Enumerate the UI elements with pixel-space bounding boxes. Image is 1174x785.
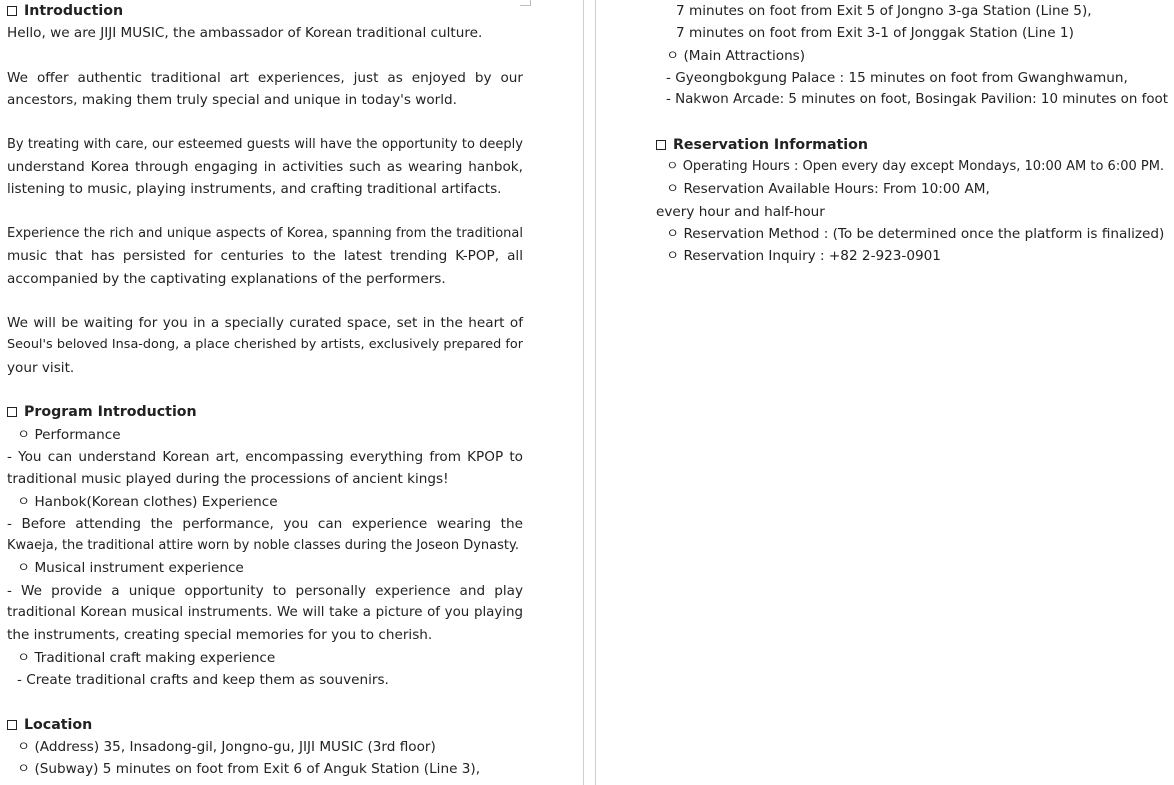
section-heading-program [7,401,523,423]
page-content-right[interactable] [656,0,1168,268]
reservation-available-cont: every hour and half-hour [656,203,825,220]
program-item: ㅇ Traditional craft making experience [17,649,276,666]
location-subway: 7 minutes on foot from Exit 3-1 of Jonggak Station (Line 1) [676,25,1074,42]
heading-text: Location [24,716,93,733]
program-item: ㅇ Hanbok(Korean clothes) Experience [17,493,278,510]
intro-paragraph-line: We will be waiting for you in a specially curated space, set in the heart of [7,315,523,332]
blank-line [7,111,523,133]
checkbox-square-icon [7,6,17,16]
reservation-hours: ㅇ Operating Hours : Open every day except Mondays, 10:00 AM to 6:00 PM. [666,159,1165,175]
blank-line [7,691,523,713]
program-item: - Before attending the performance, you can experience wearing the [7,515,523,532]
program-item: - We provide a unique opportunity to personally experience and play [7,582,523,599]
reservation-available: ㅇ Reservation Available Hours: From 10:00 AM, [666,181,990,198]
blank-line [7,201,523,223]
checkbox-square-icon [7,720,17,730]
program-item: traditional Korean musical instruments. We will take a picture of you playing [7,605,523,621]
program-item: ㅇ Musical instrument experience [17,560,244,577]
section-heading-reservation [656,134,1168,156]
blank-line [7,379,523,401]
checkbox-square-icon [7,407,17,417]
intro-paragraph-line: We offer authentic traditional art experiences, just as enjoyed by our [7,69,523,86]
section-heading-location [7,714,523,736]
program-item: - You can understand Korean art, encompassing everything from KPOP to [7,448,523,465]
reservation-method: ㅇ Reservation Method : (To be determined once the platform is finalized) [666,225,1165,242]
location-subway: 7 minutes on foot from Exit 5 of Jongno 3-ga Station (Line 5), [676,3,1092,19]
location-attraction-item: - Nakwon Arcade: 5 minutes on foot, Bosingak Pavilion: 10 minutes on foot [666,92,1168,108]
heading-text: Reservation Information [673,136,869,153]
program-item: - Create traditional crafts and keep them as souvenirs. [17,671,389,688]
heading-text: Program Introduction [24,404,197,421]
intro-paragraph-line: your visit. [7,359,75,376]
document-page-right[interactable] [596,0,1174,785]
checkbox-square-icon [656,140,666,150]
location-attraction-item: - Gyeongbokgung Palace : 15 minutes on foot from Gwanghwamun, [666,69,1128,86]
intro-paragraph-line: ancestors, making them truly special and unique in today's world. [7,92,458,109]
program-item: traditional music played during the processions of ancient kings! [7,471,449,488]
program-item: ㅇ Performance [17,426,121,443]
page-gutter [583,0,596,785]
intro-paragraph-line: listening to music, playing instruments, and crafting traditional artifacts. [7,181,502,198]
location-attractions: ㅇ (Main Attractions) [666,47,806,64]
document-page-left[interactable] [0,0,583,785]
blank-line [7,290,523,312]
intro-paragraph-line: Experience the rich and unique aspects of Korea, spanning from the traditional [7,225,523,241]
intro-paragraph-line: By treating with care, our esteemed guests will have the opportunity to deeply [7,136,523,152]
intro-paragraph-line: Seoul's beloved Insa-dong, a place cherished by artists, exclusively prepared for [7,337,523,353]
reservation-inquiry: ㅇ Reservation Inquiry : +82 2-923-0901 [666,248,941,265]
section-heading-introduction [7,0,523,22]
intro-paragraph-line: accompanied by the captivating explanations of the performers. [7,270,446,287]
program-item: Kwaeja, the traditional attire worn by noble classes during the Joseon Dynasty. [7,538,519,554]
blank-line [656,111,1168,133]
location-subway: ㅇ (Subway) 5 minutes on foot from Exit 6 of Anguk Station (Line 3), [17,761,481,778]
blank-line [7,45,523,67]
page-content-left[interactable] [7,0,523,780]
intro-paragraph-line: understand Korea through engaging in activities such as wearing hanbok, [7,159,523,176]
intro-paragraph-line: music that has persisted for centuries to the latest trending K-POP, all [7,248,523,265]
heading-text: Introduction [24,3,124,19]
program-item: the instruments, creating special memories for you to cherish. [7,627,433,644]
location-address: ㅇ (Address) 35, Insadong-gil, Jongno-gu, JIJI MUSIC (3rd floor) [17,738,436,755]
intro-line: Hello, we are JIJI MUSIC, the ambassador of Korean traditional culture. [7,25,483,42]
